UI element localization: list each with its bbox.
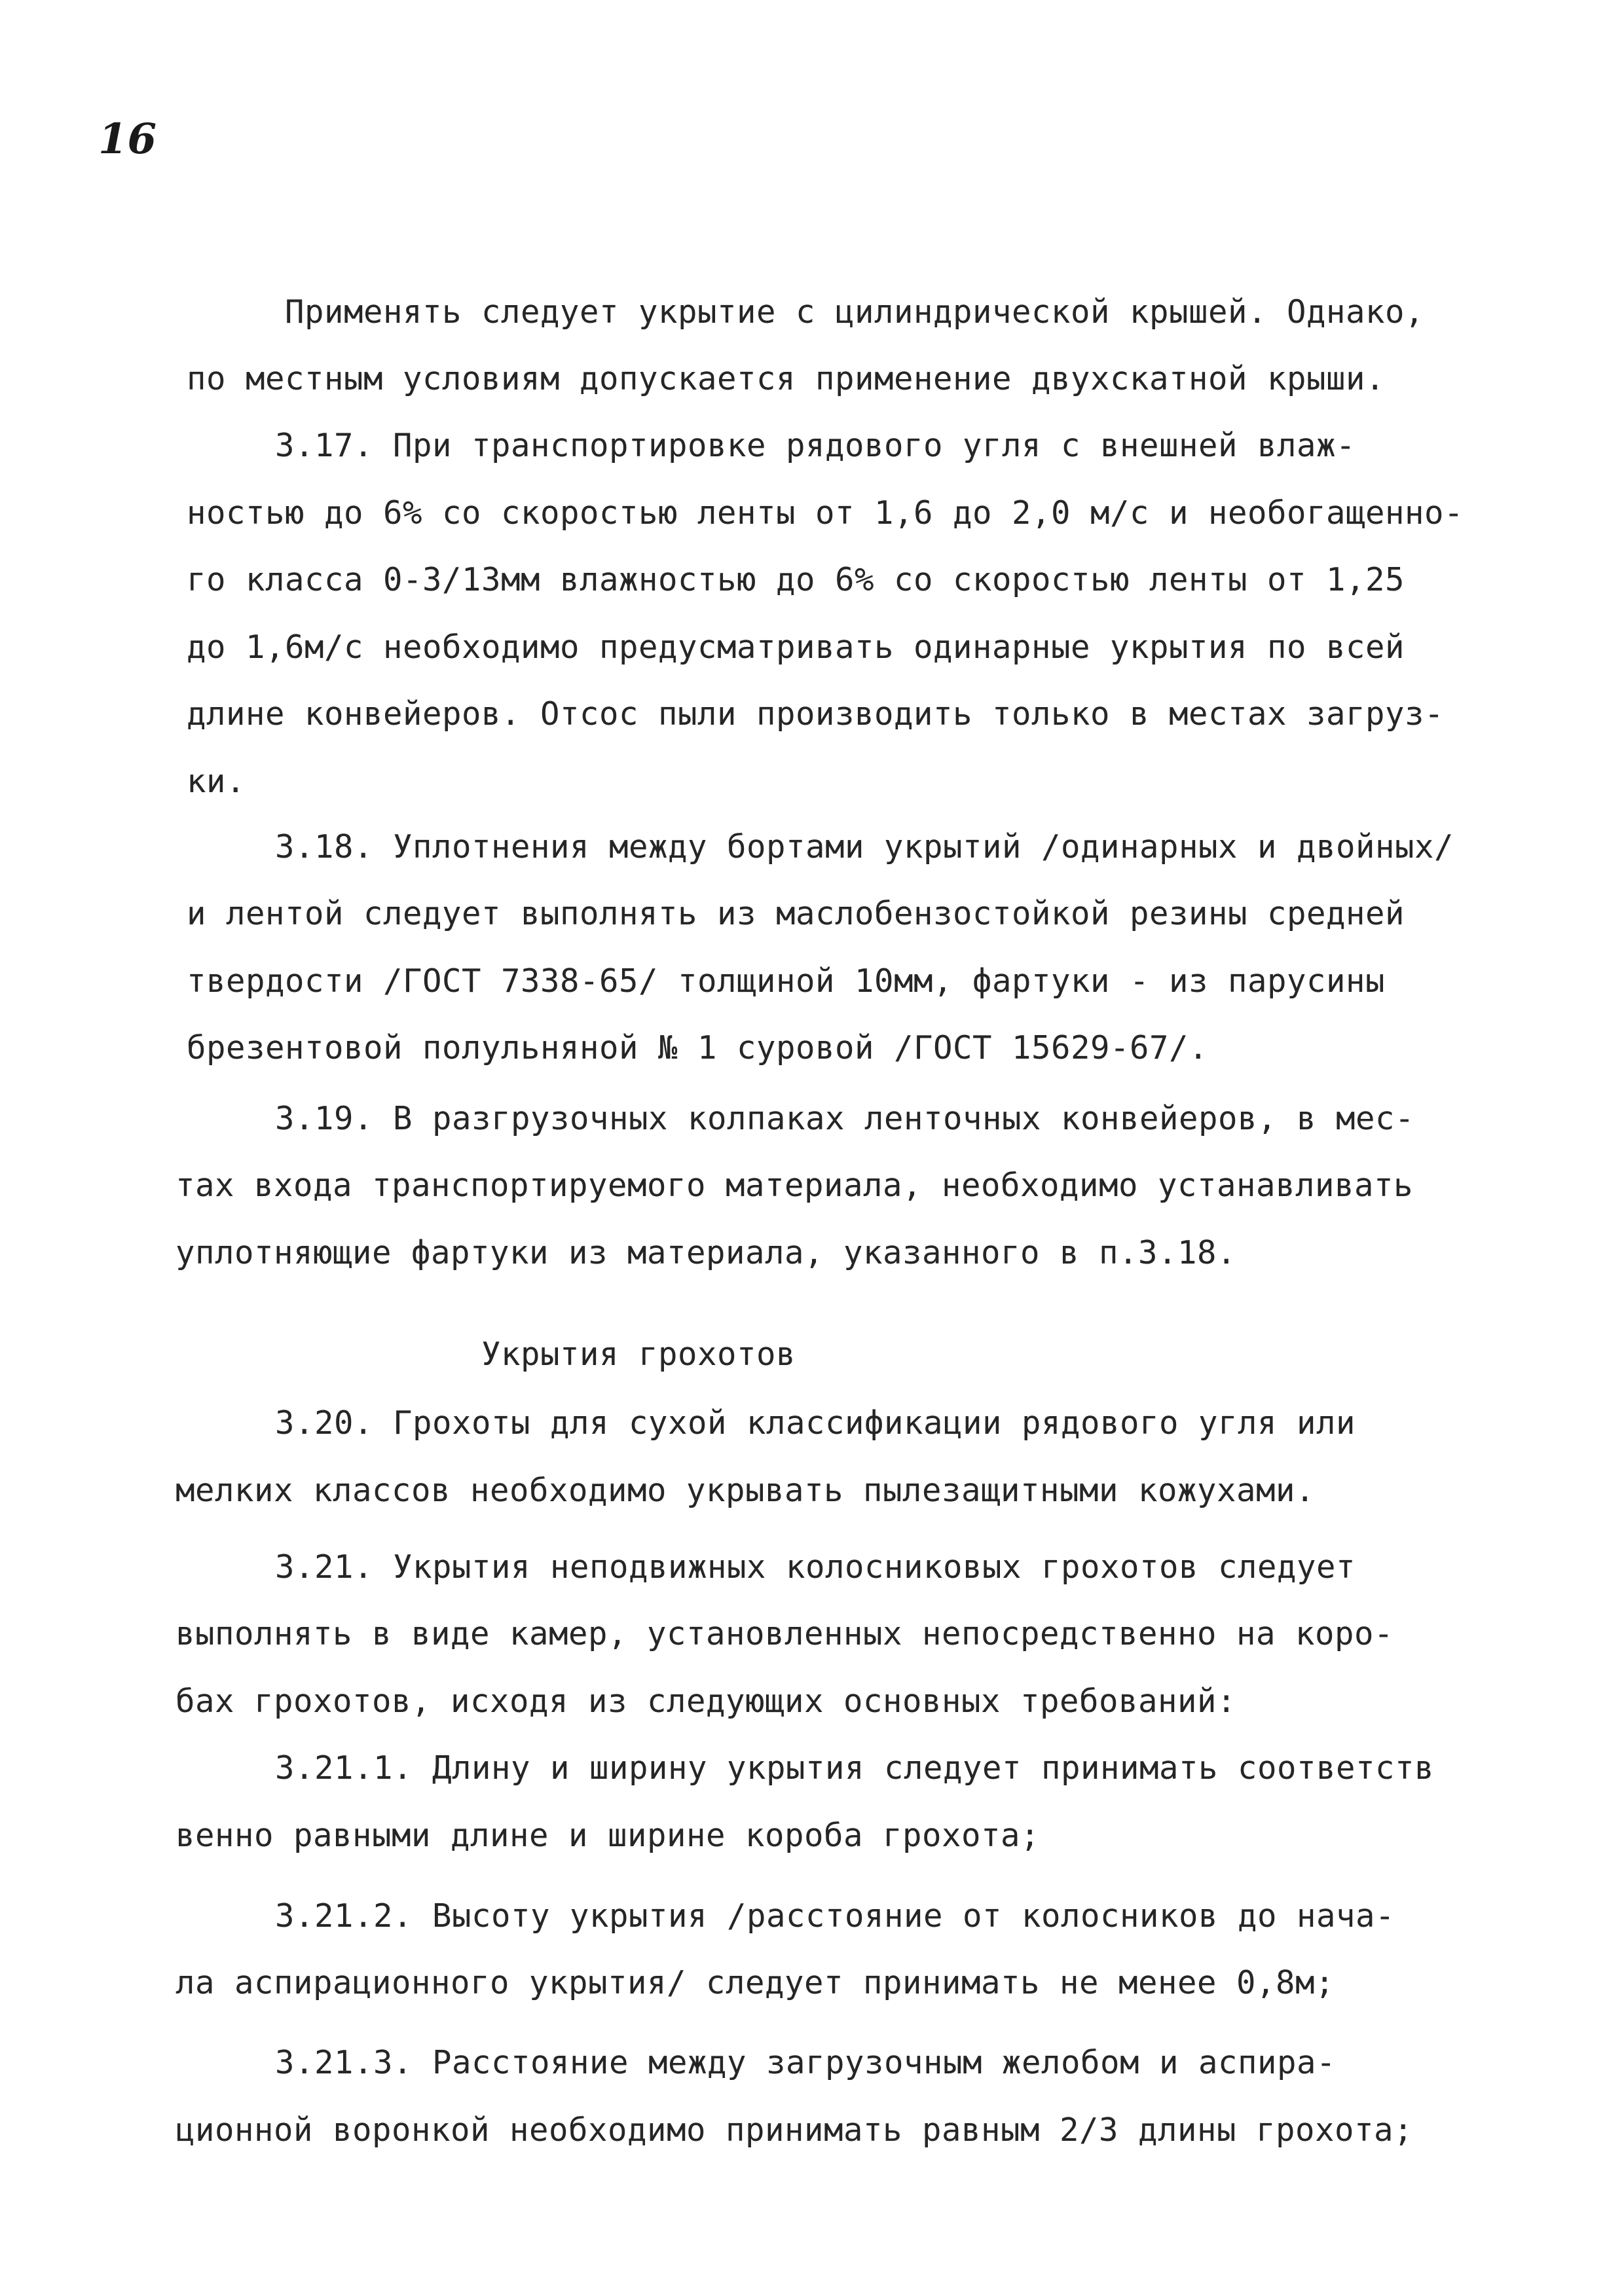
text-line: ки. xyxy=(187,763,246,800)
text-line: до 1,6м/с необходимо предусматривать одинарные укрытия по всей xyxy=(187,629,1405,666)
text-line: 3.21.3. Расстояние между загрузочным желобом и аспира- xyxy=(275,2044,1337,2081)
text-line: 3.19. В разгрузочных колпаках ленточных конвейеров, в мес- xyxy=(275,1100,1415,1137)
text-line: 3.18. Уплотнения между бортами укрытий /одинарных и двойных/ xyxy=(275,828,1454,866)
text-line: венно равными длине и ширине короба грохота; xyxy=(175,1817,1041,1854)
text-line: бах грохотов, исходя из следующих основных требований: xyxy=(175,1683,1237,1720)
text-line: и лентой следует выполнять из маслобензостойкой резины средней xyxy=(187,895,1405,932)
text-line: выполнять в виде камер, установленных непосредственно на коро- xyxy=(175,1615,1394,1652)
text-line: длине конвейеров. Отсос пыли производить только в местах загруз- xyxy=(187,695,1445,733)
text-line: ционной воронкой необходимо принимать равным 2/3 длины грохота; xyxy=(175,2111,1414,2149)
section-heading: Укрытия грохотов xyxy=(481,1336,796,1373)
text-line: тах входа транспортируемого материала, необходимо устанавливать xyxy=(175,1167,1414,1204)
text-line: Применять следует укрытие с цилиндрической крышей. Однако, xyxy=(285,293,1425,331)
text-line: 3.21. Укрытия неподвижных колосниковых грохотов следует xyxy=(275,1548,1356,1586)
text-line: брезентовой полульняной № 1 суровой /ГОСТ 15629-67/. xyxy=(187,1029,1209,1066)
text-line: 3.21.1. Длину и ширину укрытия следует принимать соответств xyxy=(275,1749,1435,1787)
text-line: 3.20. Грохоты для сухой классификации рядового угля или xyxy=(275,1404,1356,1442)
text-line: твердости /ГОСТ 7338-65/ толщиной 10мм, фартуки - из парусины xyxy=(187,962,1386,1000)
text-line: го класса 0-3/13мм влажностью до 6% со скоростью ленты от 1,25 xyxy=(187,561,1405,598)
page-number: 16 xyxy=(98,115,157,164)
text-line: 3.17. При транспортировке рядового угля с внешней влаж- xyxy=(275,427,1356,464)
text-line: мелких классов необходимо укрывать пылезащитными кожухами. xyxy=(175,1472,1316,1509)
text-line: ла аспирационного укрытия/ следует принимать не менее 0,8м; xyxy=(175,1964,1335,2001)
text-line: ностью до 6% со скоростью ленты от 1,6 до 2,0 м/с и необогащенно- xyxy=(187,494,1464,532)
text-line: уплотняющие фартуки из материала, указанного в п.3.18. xyxy=(175,1234,1237,1271)
text-line: 3.21.2. Высоту укрытия /расстояние от колосников до нача- xyxy=(275,1897,1395,1935)
text-line: по местным условиям допускается применение двухскатной крыши. xyxy=(187,360,1386,397)
